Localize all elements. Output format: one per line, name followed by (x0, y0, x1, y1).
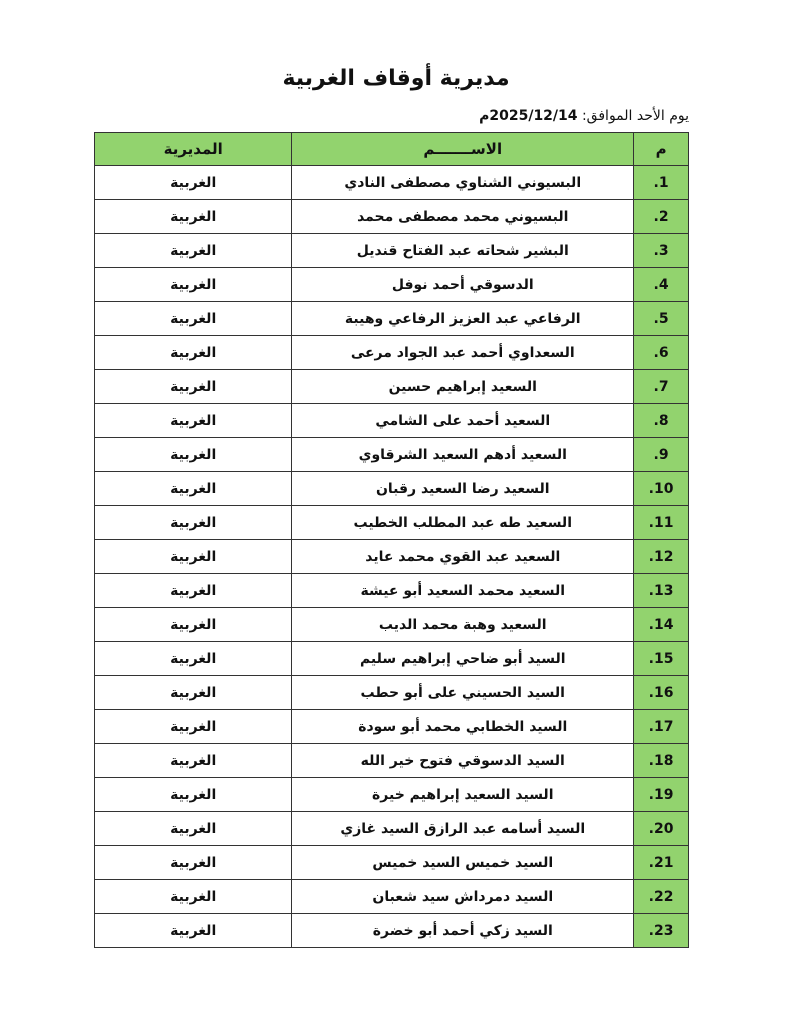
row-number: 2. (634, 200, 689, 234)
row-name: الرفاعي عبد العزيز الرفاعي وهيبة (292, 302, 634, 336)
row-directorate: الغربية (95, 880, 292, 914)
table-row (95, 370, 689, 404)
row-name: الدسوقي أحمد نوفل (292, 268, 634, 302)
table-row (95, 336, 689, 370)
row-name: السعيد طه عبد المطلب الخطيب (292, 506, 634, 540)
row-name: السيد أسامه عبد الرازق السيد غازي (292, 812, 634, 846)
row-name: السيد الخطابي محمد أبو سودة (292, 710, 634, 744)
row-number: 8. (634, 404, 689, 438)
row-name: السعيد أحمد على الشامي (292, 404, 634, 438)
row-directorate: الغربية (95, 166, 292, 200)
date-label: يوم الأحد الموافق: (581, 108, 689, 124)
row-directorate: الغربية (95, 200, 292, 234)
row-name: السيد أبو ضاحي إبراهيم سليم (292, 642, 634, 676)
row-number: 22. (634, 880, 689, 914)
row-name: السعيد إبراهيم حسين (292, 370, 634, 404)
date-line (479, 108, 689, 124)
row-number: 10. (634, 472, 689, 506)
row-name: السيد زكي أحمد أبو خضرة (292, 914, 634, 948)
row-number: 12. (634, 540, 689, 574)
table-row (95, 438, 689, 472)
row-directorate: الغربية (95, 438, 292, 472)
row-name: البشير شحاته عبد الفتاح قنديل (292, 234, 634, 268)
row-name: السعداوي أحمد عبد الجواد مرعى (292, 336, 634, 370)
row-directorate: الغربية (95, 676, 292, 710)
row-directorate: الغربية (95, 914, 292, 948)
row-directorate: الغربية (95, 574, 292, 608)
row-name: السعيد محمد السعيد أبو عيشة (292, 574, 634, 608)
row-number: 16. (634, 676, 689, 710)
row-number: 6. (634, 336, 689, 370)
row-directorate: الغربية (95, 608, 292, 642)
row-number: 7. (634, 370, 689, 404)
table-row (95, 710, 689, 744)
table-row (95, 676, 689, 710)
row-name: السيد السعيد إبراهيم خيرة (292, 778, 634, 812)
table-row (95, 778, 689, 812)
row-directorate: الغربية (95, 336, 292, 370)
row-directorate: الغربية (95, 268, 292, 302)
row-number: 19. (634, 778, 689, 812)
row-directorate: الغربية (95, 234, 292, 268)
names-table (94, 132, 689, 948)
row-directorate: الغربية (95, 506, 292, 540)
row-name: السيد دمرداش سيد شعبان (292, 880, 634, 914)
table-row (95, 540, 689, 574)
row-number: 4. (634, 268, 689, 302)
row-number: 13. (634, 574, 689, 608)
row-name: السعيد رضا السعيد رقبان (292, 472, 634, 506)
header-directorate: المديرية (95, 133, 292, 166)
row-number: 9. (634, 438, 689, 472)
header-name: الاســـــــم (292, 133, 634, 166)
row-directorate: الغربية (95, 472, 292, 506)
row-directorate: الغربية (95, 540, 292, 574)
table-row (95, 268, 689, 302)
page-title: مديرية أوقاف الغربية (282, 66, 510, 91)
table-row (95, 574, 689, 608)
row-directorate: الغربية (95, 846, 292, 880)
row-directorate: الغربية (95, 642, 292, 676)
row-directorate: الغربية (95, 302, 292, 336)
row-number: 14. (634, 608, 689, 642)
row-number: 1. (634, 166, 689, 200)
table-row (95, 914, 689, 948)
table-row (95, 472, 689, 506)
row-number: 23. (634, 914, 689, 948)
row-number: 17. (634, 710, 689, 744)
table-header-row (95, 133, 689, 166)
row-number: 11. (634, 506, 689, 540)
table-row (95, 642, 689, 676)
table-row (95, 200, 689, 234)
table-row (95, 166, 689, 200)
table-row (95, 812, 689, 846)
table-row (95, 744, 689, 778)
table-row (95, 302, 689, 336)
date-value: 2025/12/14م (479, 108, 578, 124)
table-row (95, 234, 689, 268)
row-name: البسيوني الشناوي مصطفى النادي (292, 166, 634, 200)
row-number: 15. (634, 642, 689, 676)
table-row (95, 846, 689, 880)
row-directorate: الغربية (95, 812, 292, 846)
row-name: السعيد عبد القوي محمد عايد (292, 540, 634, 574)
row-name: البسيوني محمد مصطفى محمد (292, 200, 634, 234)
row-number: 3. (634, 234, 689, 268)
row-directorate: الغربية (95, 370, 292, 404)
row-number: 5. (634, 302, 689, 336)
row-name: السيد الدسوقي فتوح خير الله (292, 744, 634, 778)
table-row (95, 880, 689, 914)
table-body (95, 166, 689, 948)
row-number: 20. (634, 812, 689, 846)
row-directorate: الغربية (95, 778, 292, 812)
row-name: السيد الحسيني على أبو حطب (292, 676, 634, 710)
row-directorate: الغربية (95, 710, 292, 744)
row-name: السيد خميس السيد خميس (292, 846, 634, 880)
header-number: م (634, 133, 689, 166)
row-directorate: الغربية (95, 744, 292, 778)
row-number: 18. (634, 744, 689, 778)
row-number: 21. (634, 846, 689, 880)
table-row (95, 506, 689, 540)
row-name: السعيد وهبة محمد الديب (292, 608, 634, 642)
table-row (95, 608, 689, 642)
row-directorate: الغربية (95, 404, 292, 438)
row-name: السعيد أدهم السعيد الشرقاوي (292, 438, 634, 472)
table-row (95, 404, 689, 438)
